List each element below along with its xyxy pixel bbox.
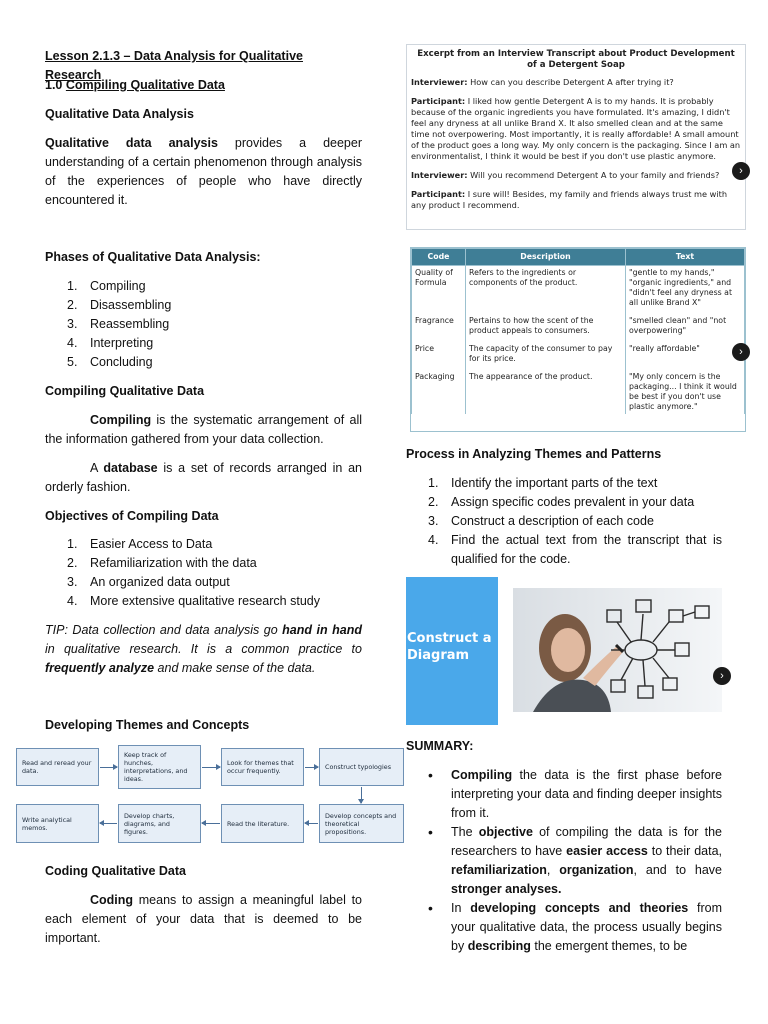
- list-item: 4. Interpreting: [67, 336, 154, 350]
- speaker-label: Participant:: [411, 189, 466, 199]
- compiling-heading: Compiling Qualitative Data: [45, 384, 205, 398]
- themes-heading: Developing Themes and Concepts: [45, 718, 250, 732]
- arrow-right-icon: [100, 767, 117, 768]
- list-item: 5. Concluding: [67, 355, 153, 369]
- arrow-right-icon: [202, 767, 220, 768]
- arrow-left-icon: [305, 823, 318, 824]
- table-cell: "smelled clean" and "not overpowering": [626, 314, 745, 342]
- flow-step-text: Develop concepts and theoretical propositions.: [325, 811, 397, 836]
- summary-term: Compiling: [451, 768, 513, 782]
- speaker-text: How can you describe Detergent A after trying it?: [467, 77, 674, 87]
- flow-step-box: [16, 748, 99, 786]
- section-title: Compiling Qualitative Data: [65, 78, 225, 92]
- flow-step-text: Look for themes that occur frequently.: [227, 759, 294, 775]
- summary-text: , and to have: [633, 863, 722, 877]
- summary-list: [406, 766, 722, 956]
- process-heading: Process in Analyzing Themes and Patterns: [406, 447, 662, 461]
- coding-term: Coding: [90, 893, 134, 907]
- phase-label: Concluding: [90, 355, 153, 369]
- speaker-text: I liked how gentle Detergent A is to my hands. It is probably because of the organic ingredients you have formulated. It's amazing, I didn't feel any dryness at all unlike Brand X. It also smelled clean and at the same time not overpowering. Most importantly, it is really affordable! A small amount of the product goes a long way. My only concern is the packaging. Since I am an environmentalist, I think it would be best if you don't use plastic anymore.: [411, 96, 741, 161]
- list-item: 1. Compiling: [67, 279, 146, 293]
- table-cell: Pertains to how the scent of the product appeals to consumers.: [466, 314, 626, 342]
- table-row: [412, 266, 745, 315]
- transcript-line: [411, 189, 741, 211]
- phase-label: Interpreting: [90, 336, 154, 350]
- summary-term: describing: [467, 939, 531, 953]
- table-cell: The appearance of the product.: [466, 370, 626, 414]
- compiling-definition: is the systematic arrangement of all the information gathered from your data collection.: [45, 413, 362, 446]
- database-term: database: [103, 461, 158, 475]
- list-item: 2. Assign specific codes prevalent in your data: [428, 495, 695, 509]
- summary-text: ,: [546, 863, 560, 877]
- code-table-card: [410, 247, 746, 432]
- column-header: Code: [412, 249, 466, 266]
- table-cell: "really affordable": [626, 342, 745, 370]
- process-list: [406, 474, 722, 569]
- summary-term: easier access: [566, 844, 648, 858]
- code-table: [411, 248, 745, 414]
- chevron-right-icon: ›: [739, 346, 743, 358]
- phase-label: Reassembling: [90, 317, 170, 331]
- table-cell: Quality of Formula: [412, 266, 466, 315]
- compiling-term: Compiling: [90, 413, 152, 427]
- speaker-label: Participant:: [411, 96, 466, 106]
- list-item: 1. Identify the important parts of the text: [428, 476, 658, 490]
- table-cell: "gentle to my hands," "organic ingredients," and "didn't feel any dryness at all unlike Brand X": [626, 266, 745, 315]
- process-step: Identify the important parts of the text: [451, 476, 658, 490]
- speaker-label: Interviewer:: [411, 170, 468, 180]
- flow-step-text: Construct typologies: [325, 763, 392, 771]
- tip-text: in qualitative research. It is a common practice to: [45, 642, 362, 656]
- speaker-text: I sure will! Besides, my family and friends always trust me with any product I recommend.: [411, 189, 728, 210]
- table-cell: The capacity of the consumer to pay for its price.: [466, 342, 626, 370]
- process-step: Find the actual text from the transcript that is qualified for the code.: [451, 533, 722, 566]
- coding-heading: Coding Qualitative Data: [45, 864, 186, 878]
- objectives-heading: Objectives of Compiling Data: [45, 509, 219, 523]
- flow-step-box: [118, 745, 201, 789]
- summary-text: In: [451, 901, 471, 915]
- summary-term: objective: [478, 825, 533, 839]
- section-number: 1.0: [45, 78, 63, 92]
- list-item: 1. Easier Access to Data: [67, 537, 213, 551]
- process-step: Construct a description of each code: [451, 514, 654, 528]
- transcript-title: Excerpt from an Interview Transcript about Product Development of a Detergent Soap: [417, 49, 735, 70]
- list-item: 4. Find the actual text from the transcript that is qualified for the code.: [428, 533, 722, 566]
- list-item: 4. More extensive qualitative research study: [67, 594, 320, 608]
- qda-term: Qualitative data analysis: [45, 136, 218, 150]
- database-paragraph: [45, 459, 362, 497]
- chevron-right-icon: ›: [739, 165, 743, 177]
- flow-step-box: [16, 804, 99, 843]
- list-item: 3. Reassembling: [67, 317, 170, 331]
- summary-term: developing concepts and theories: [470, 901, 689, 915]
- flow-step-text: Write analytical memos.: [22, 815, 72, 832]
- column-header: Description: [466, 249, 626, 266]
- diagram-photo: [513, 588, 722, 712]
- table-cell: Refers to the ingredients or components of the product.: [466, 266, 626, 315]
- table-cell: Price: [412, 342, 466, 370]
- compiling-paragraph: [45, 411, 362, 449]
- transcript-line: [411, 96, 741, 162]
- coding-definition: means to assign a meaningful label to each element of your data that is deemed to be important.: [45, 893, 362, 945]
- phase-label: Disassembling: [90, 298, 172, 312]
- table-row: [412, 342, 745, 370]
- table-row: [412, 314, 745, 342]
- diagram-banner-label: Construct a Diagram: [407, 631, 492, 663]
- list-item: 2. Refamiliarization with the data: [67, 556, 257, 570]
- phases-list: [45, 277, 362, 372]
- person-drawing-diagram-image: [513, 588, 722, 712]
- objective-label: An organized data output: [90, 575, 230, 589]
- flow-step-text: Develop charts, diagrams, and figures.: [124, 811, 175, 836]
- summary-heading: SUMMARY:: [406, 739, 474, 753]
- lesson-title-text: Lesson 2.1.3 – Data Analysis for Qualitative Research: [45, 49, 303, 82]
- phase-label: Compiling: [90, 279, 146, 293]
- database-prefix: A: [90, 461, 104, 475]
- list-item: 2. Disassembling: [67, 298, 172, 312]
- phases-heading: Phases of Qualitative Data Analysis:: [45, 250, 261, 264]
- summary-text: to their data,: [647, 844, 722, 858]
- flow-step-box: [118, 804, 201, 843]
- tip-paragraph: [45, 621, 362, 678]
- list-item: [406, 899, 722, 956]
- flow-step-text: Read and reread your data.: [22, 759, 92, 775]
- arrow-right-icon: [305, 767, 318, 768]
- table-header-row: [412, 249, 745, 266]
- column-header: Text: [626, 249, 745, 266]
- flow-step-text: Read the literature.: [227, 819, 290, 828]
- transcript-line: [411, 170, 741, 181]
- diagram-banner: [406, 577, 498, 725]
- qda-definition: provides a deeper understanding of a certain phenomenon through analysis of the experiences of people who have directly encountered it.: [45, 136, 362, 207]
- list-item: 3. An organized data output: [67, 575, 230, 589]
- summary-text: the data is the first phase before interpreting your data and finding deeper insights from it.: [451, 768, 723, 820]
- flow-step-box: [221, 804, 304, 843]
- qda-heading: Qualitative Data Analysis: [45, 107, 194, 121]
- objective-label: Refamiliarization with the data: [90, 556, 257, 570]
- qda-paragraph: [45, 134, 362, 210]
- summary-text: of compiling the data is for the researchers to have: [451, 825, 723, 858]
- summary-text: the emergent themes, to be: [530, 939, 688, 953]
- next-arrow-button[interactable]: [732, 343, 750, 361]
- list-item: 3. Construct a description of each code: [428, 514, 654, 528]
- flow-step-box: [221, 748, 304, 786]
- tip-emphasis: frequently analyze: [45, 661, 155, 675]
- list-item: [406, 766, 722, 823]
- chevron-right-icon: ›: [720, 670, 724, 682]
- list-item: [406, 823, 722, 899]
- summary-term: refamiliarization: [451, 863, 547, 877]
- section-heading: [45, 76, 362, 95]
- objective-label: Easier Access to Data: [90, 537, 213, 551]
- table-row: [412, 370, 745, 414]
- tip-emphasis: hand in hand: [282, 623, 362, 637]
- table-cell: Fragrance: [412, 314, 466, 342]
- next-arrow-button[interactable]: [713, 667, 731, 685]
- process-step: Assign specific codes prevalent in your data: [451, 495, 695, 509]
- summary-term: stronger analyses.: [451, 882, 562, 896]
- objective-label: More extensive qualitative research study: [90, 594, 320, 608]
- speaker-label: Interviewer:: [411, 77, 468, 87]
- flow-step-box: [319, 804, 404, 843]
- arrow-left-icon: [202, 823, 220, 824]
- flow-step-box: [319, 748, 404, 786]
- tip-text: TIP: Data collection and data analysis go: [45, 623, 283, 637]
- speaker-text: Will you recommend Detergent A to your family and friends?: [467, 170, 720, 180]
- flow-step-text: Keep track of hunches, interpretations, and ideas.: [124, 751, 188, 783]
- table-cell: Packaging: [412, 370, 466, 414]
- next-arrow-button[interactable]: [732, 162, 750, 180]
- database-definition: is a set of records arranged in an orderly fashion.: [45, 461, 363, 494]
- arrow-left-icon: [100, 823, 117, 824]
- tip-text: and make sense of the data.: [154, 661, 316, 675]
- themes-flow-diagram: [16, 745, 406, 845]
- arrow-down-icon: [361, 787, 362, 803]
- transcript-line: [411, 77, 741, 88]
- table-cell: "My only concern is the packaging... I think it would be best if you don't use plastic anymore.": [626, 370, 745, 414]
- interview-transcript-card: [406, 44, 746, 230]
- summary-text: The: [451, 825, 479, 839]
- summary-text: from your qualitative data, the process usually begins by: [451, 901, 722, 953]
- summary-term: organization: [559, 863, 634, 877]
- coding-paragraph: [45, 891, 362, 948]
- objectives-list: [45, 535, 362, 611]
